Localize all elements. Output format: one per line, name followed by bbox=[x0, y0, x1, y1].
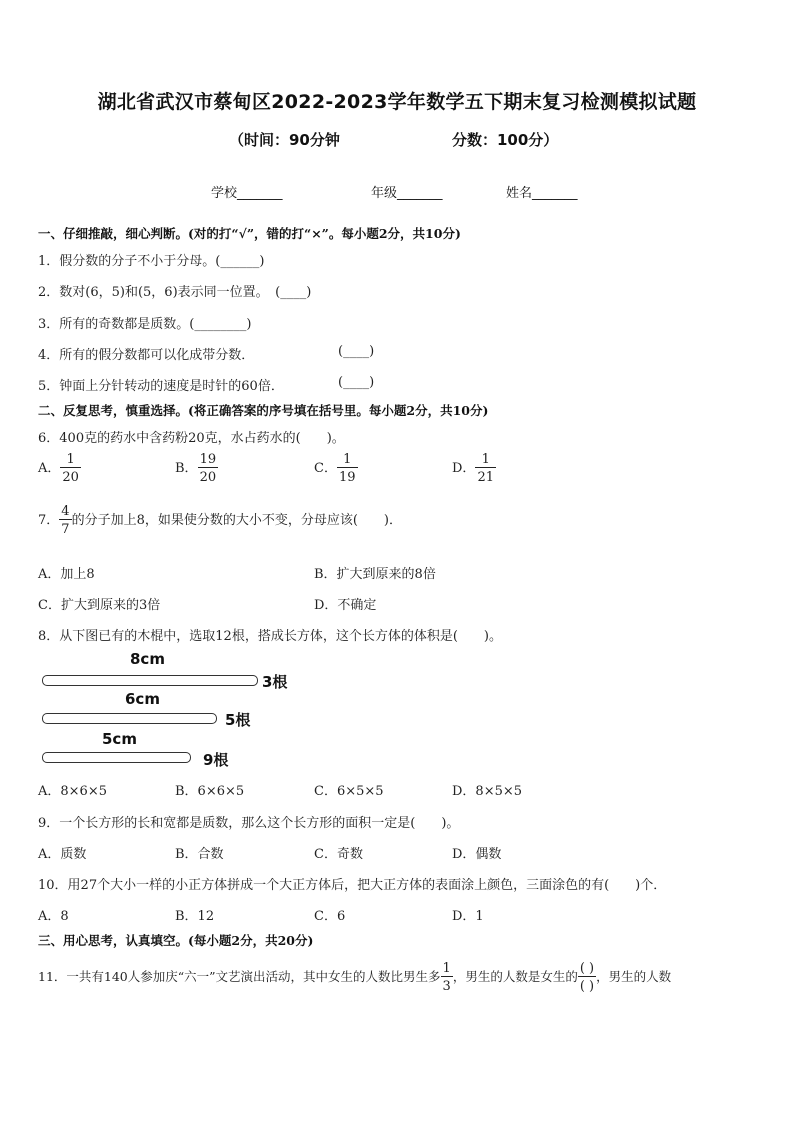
stick-length-6cm: 6cm bbox=[125, 690, 160, 708]
question-text: 11．一共有140人参加庆“六一”文艺演出活动，其中女生的人数比男生多 bbox=[38, 969, 441, 984]
question-5: 5．钟面上分针转动的速度是时针的60倍． bbox=[38, 379, 284, 394]
question-text: ，男生的人数 bbox=[596, 969, 672, 984]
question-10: 10．用27个大小一样的小正方体拼成一个大正方体后，把大正方体的表面涂上颜色，三面涂色的有( )个． bbox=[38, 878, 667, 893]
q6-option-d bbox=[452, 452, 496, 485]
stick-count-5: 5根 bbox=[225, 711, 251, 729]
fraction-blank bbox=[578, 961, 596, 994]
question-8: 8．从下图已有的木棍中，选取12根，搭成长方体，这个长方体的体积是( )。 bbox=[38, 629, 502, 644]
page-title: 湖北省武汉市蔡甸区2022-2023学年数学五下期末复习检测模拟试题 bbox=[97, 91, 697, 113]
q8-option-d: D．8×5×5 bbox=[452, 784, 523, 799]
q10-option-c: C．6 bbox=[314, 909, 346, 924]
question-5-blank: (____) bbox=[338, 375, 375, 390]
numerator: 1 bbox=[481, 452, 490, 467]
q6-option-a bbox=[38, 452, 81, 485]
option-label: A． bbox=[38, 461, 61, 476]
section2-heading: 二、反复思考，慎重选择。(将正确答案的序号填在括号里。每小题2分，共10分) bbox=[38, 403, 489, 418]
option-label: C． bbox=[314, 461, 337, 476]
question-3: 3．所有的奇数都是质数。(________) bbox=[38, 317, 252, 332]
option-label: D． bbox=[452, 461, 476, 476]
question-11 bbox=[38, 961, 671, 994]
question-4: 4．所有的假分数都可以化成带分数． bbox=[38, 348, 255, 363]
fraction bbox=[441, 961, 453, 994]
numerator: 1 bbox=[66, 452, 75, 467]
numerator: 1 bbox=[442, 961, 451, 976]
stick-length-5cm: 5cm bbox=[102, 730, 137, 748]
stick-6cm bbox=[42, 713, 217, 724]
section3-heading: 三、用心思考，认真填空。(每小题2分，共20分) bbox=[38, 933, 314, 948]
fraction bbox=[59, 504, 71, 537]
section1-heading: 一、仔细推敲，细心判断。(对的打“√”，错的打“×”。每小题2分，共10分) bbox=[38, 226, 461, 241]
question-1: 1．假分数的分子不小于分母。(______) bbox=[38, 254, 265, 269]
question-4-blank: (____) bbox=[338, 344, 375, 359]
q9-option-c: C．奇数 bbox=[314, 847, 363, 862]
denominator: 20 bbox=[60, 467, 81, 485]
stick-length-8cm: 8cm bbox=[130, 650, 165, 668]
q6-option-c bbox=[314, 452, 358, 485]
denominator: 7 bbox=[59, 519, 71, 537]
question-7 bbox=[38, 504, 402, 537]
q7-option-a: A．加上8 bbox=[38, 567, 95, 582]
school-field: 学校_______ bbox=[211, 186, 283, 201]
q10-option-b: B．12 bbox=[175, 909, 215, 924]
q8-option-b: B．6×6×5 bbox=[175, 784, 245, 799]
q7-option-c: C．扩大到原来的3倍 bbox=[38, 598, 161, 613]
denominator: 20 bbox=[198, 467, 219, 485]
denominator: 19 bbox=[337, 467, 358, 485]
question-6: 6．400克的药水中含药粉20克，水占药水的( )。 bbox=[38, 431, 345, 446]
question-text: ，男生的人数是女生的 bbox=[452, 969, 578, 984]
q10-option-d: D．1 bbox=[452, 909, 484, 924]
q6-option-b bbox=[175, 452, 218, 485]
exam-score: 分数：100分） bbox=[452, 131, 559, 149]
exam-time: （时间：90分钟 bbox=[229, 131, 340, 149]
question-2: 2．数对(6，5)和(5，6)表示同一位置。 (____) bbox=[38, 285, 312, 300]
question-9: 9．一个长方形的长和宽都是质数，那么这个长方形的面积一定是( )。 bbox=[38, 816, 460, 831]
q8-option-c: C．6×5×5 bbox=[314, 784, 384, 799]
q7-option-b: B．扩大到原来的8倍 bbox=[314, 567, 436, 582]
stick-5cm bbox=[42, 752, 191, 763]
stick-count-3: 3根 bbox=[262, 673, 288, 691]
q9-option-a: A．质数 bbox=[38, 847, 87, 862]
q9-option-b: B．合数 bbox=[175, 847, 224, 862]
q8-option-a: A．8×6×5 bbox=[38, 784, 107, 799]
question-number: 7． bbox=[38, 513, 60, 528]
stick-count-9: 9根 bbox=[203, 751, 229, 769]
fraction bbox=[198, 452, 219, 485]
denominator: 21 bbox=[475, 467, 496, 485]
q10-option-a: A．8 bbox=[38, 909, 69, 924]
denominator: ( ) bbox=[578, 976, 596, 994]
fraction bbox=[60, 452, 81, 485]
question-text: 的分子加上8，如果使分数的大小不变，分母应该( )． bbox=[71, 513, 402, 528]
numerator: 4 bbox=[61, 504, 70, 519]
stick-8cm bbox=[42, 675, 258, 686]
denominator: 3 bbox=[441, 976, 453, 994]
name-field: 姓名_______ bbox=[506, 186, 578, 201]
q9-option-d: D．偶数 bbox=[452, 847, 502, 862]
grade-field: 年级_______ bbox=[371, 186, 443, 201]
numerator: 19 bbox=[199, 452, 217, 467]
fraction bbox=[475, 452, 496, 485]
option-label: B． bbox=[175, 461, 198, 476]
numerator: ( ) bbox=[579, 961, 595, 976]
fraction bbox=[337, 452, 358, 485]
numerator: 1 bbox=[343, 452, 352, 467]
q7-option-d: D．不确定 bbox=[314, 598, 377, 613]
